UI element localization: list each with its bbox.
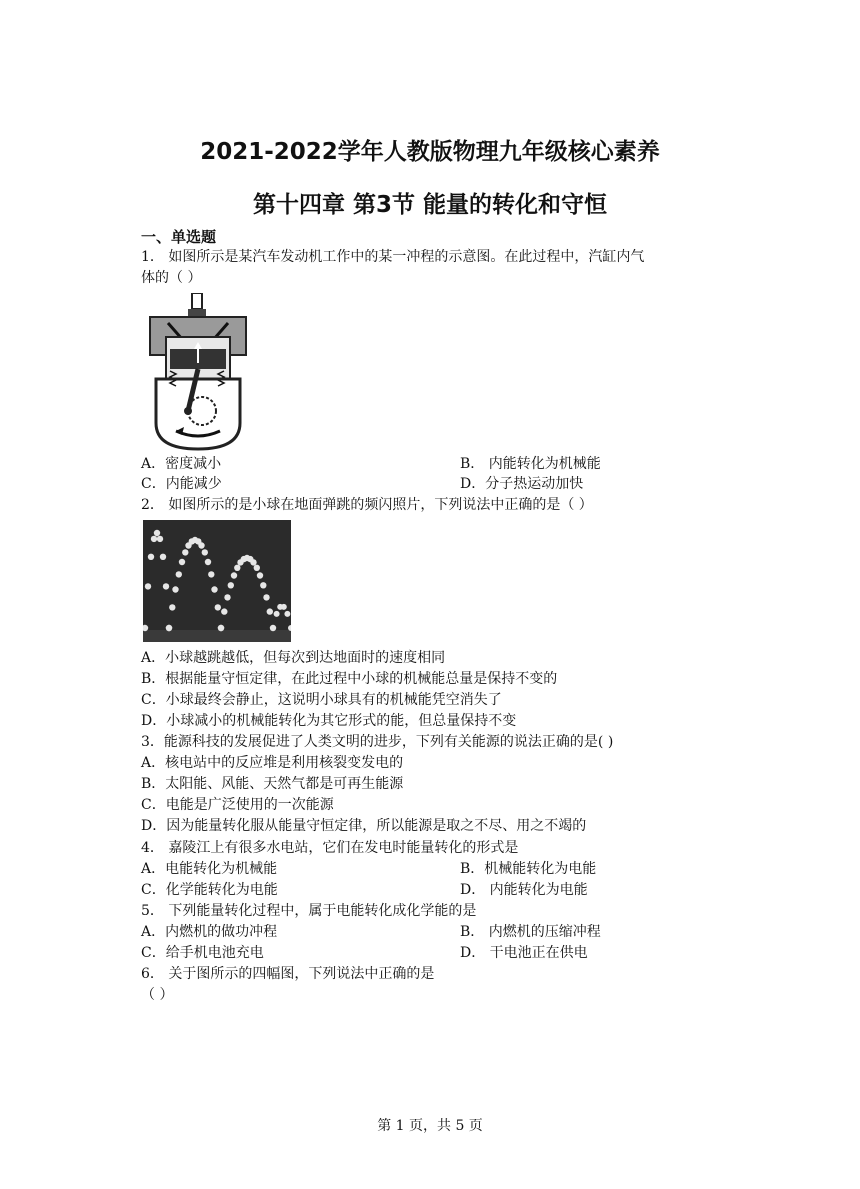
q4-option-d: D． 内能转化为电能 [460,882,588,898]
engine-cylinder-figure [146,293,250,453]
section-heading: 一、单选题 [141,228,217,246]
q3-stem: 3．能源科技的发展促进了人类文明的进步，下列有关能源的说法正确的是( ) [141,734,614,750]
q1-option-b: B． 内能转化为机械能 [460,456,601,472]
title-line-1: 2021-2022学年人教版物理九年级核心素养 [200,139,660,165]
q3-option-d: D．因为能量转化服从能量守恒定律，所以能源是取之不尽、用之不竭的 [141,818,587,834]
ball-bounce-photo [143,520,291,642]
q1-option-a: A．密度减小 [141,456,222,472]
page-footer: 第 1 页，共 5 页 [377,1118,483,1134]
q1-stem-line1: 1． 如图所示是某汽车发动机工作中的某一冲程的示意图。在此过程中，汽缸内气 [141,249,645,265]
q5-option-c: C．给手机电池充电 [141,945,264,961]
q1-option-d: D．分子热运动加快 [460,476,584,492]
q2-option-c: C．小球最终会静止，这说明小球具有的机械能凭空消失了 [141,692,502,708]
q1-option-c: C．内能减少 [141,476,222,492]
q2-stem: 2． 如图所示的是小球在地面弹跳的频闪照片，下列说法中正确的是（ ） [141,497,593,513]
q2-option-a: A．小球越跳越低，但每次到达地面时的速度相同 [141,650,446,666]
q4-option-a: A．电能转化为机械能 [141,861,278,877]
q5-option-b: B． 内燃机的压缩冲程 [460,924,601,940]
q6-stem-line2: （ ） [141,987,174,1003]
q3-option-b: B．太阳能、风能、天然气都是可再生能源 [141,776,404,792]
title-line-2: 第十四章 第3节 能量的转化和守恒 [252,192,608,218]
q5-option-a: A．内燃机的做功冲程 [141,924,278,940]
q5-option-d: D． 干电池正在供电 [460,945,588,961]
q4-option-c: C．化学能转化为电能 [141,882,278,898]
q5-stem: 5． 下列能量转化过程中，属于电能转化成化学能的是 [141,903,477,919]
q3-option-c: C．电能是广泛使用的一次能源 [141,797,334,813]
q2-option-d: D．小球减小的机械能转化为其它形式的能，但总量保持不变 [141,713,517,729]
q4-stem: 4． 嘉陵江上有很多水电站，它们在发电时能量转化的形式是 [141,840,519,856]
q4-option-b: B．机械能转化为电能 [460,861,597,877]
q2-option-b: B．根据能量守恒定律，在此过程中小球的机械能总量是保持不变的 [141,671,558,687]
q6-stem-line1: 6． 关于图所示的四幅图，下列说法中正确的是 [141,966,435,982]
q3-option-a: A．核电站中的反应堆是利用核裂变发电的 [141,755,404,771]
q1-stem-line2: 体的（ ） [141,270,202,286]
